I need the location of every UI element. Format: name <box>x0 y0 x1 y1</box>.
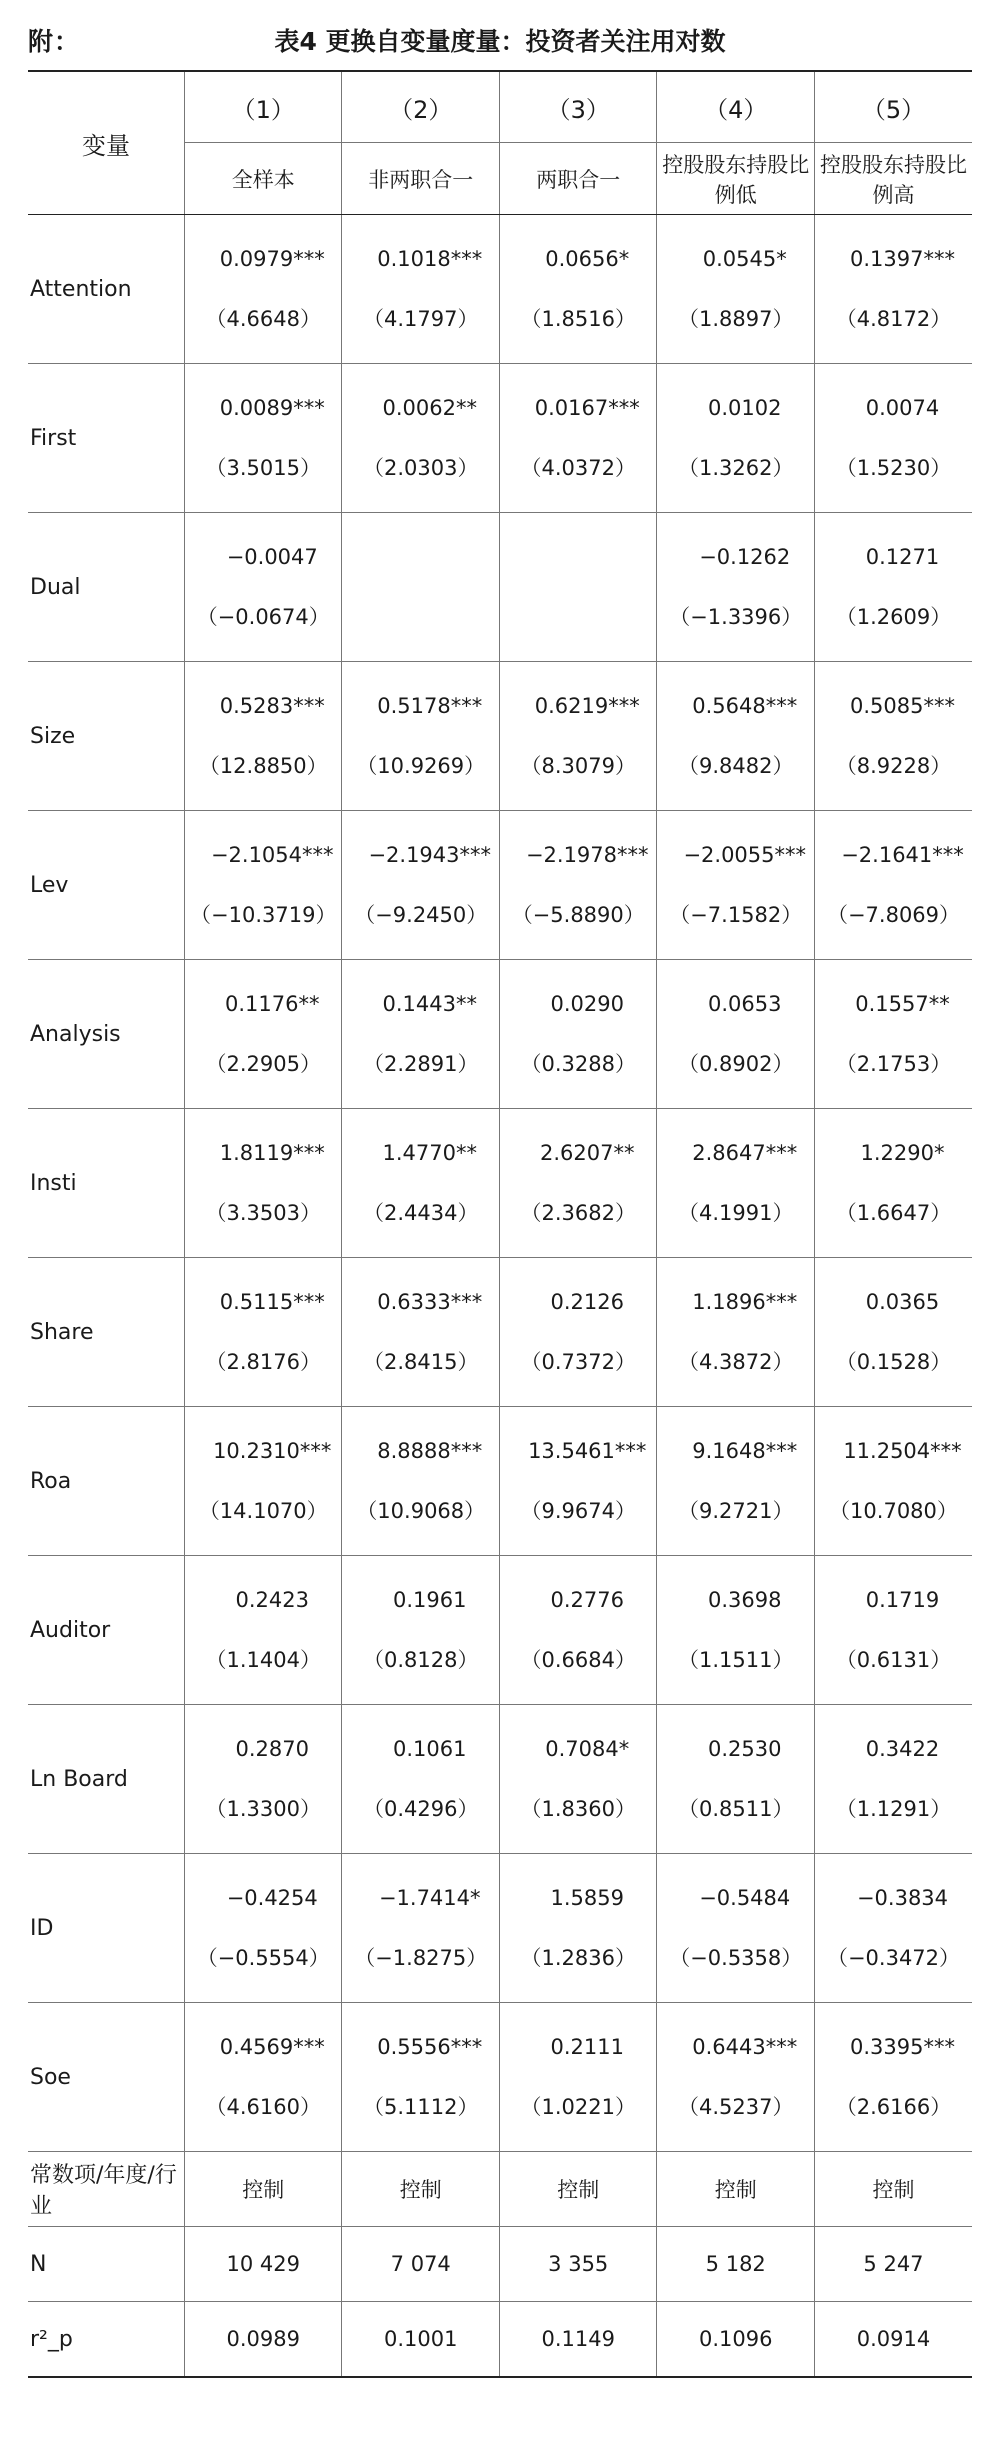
table-cell <box>814 364 972 513</box>
table-cell <box>814 1854 972 2003</box>
t-statistic: （4.5237） <box>677 2095 794 2119</box>
coefficient: 1.8119*** <box>219 1141 325 1165</box>
t-statistic: （4.1991） <box>677 1201 794 1225</box>
table-cell <box>184 811 342 960</box>
table-cell <box>342 364 500 513</box>
t-statistic: （1.2836） <box>520 1946 636 1970</box>
t-statistic: （−0.0674） <box>196 605 330 629</box>
summary-label: 常数项/年度/行业 <box>28 2152 184 2227</box>
coefficient: −2.1978*** <box>525 843 649 867</box>
coefficient: 0.1397*** <box>850 247 955 271</box>
variable-name: ID <box>28 1854 184 2003</box>
summary-cell: 5 182 <box>657 2227 815 2302</box>
variable-name: Analysis <box>28 960 184 1109</box>
table-row <box>28 1556 972 1705</box>
column-name: 两职合一 <box>499 143 657 215</box>
table-row <box>28 1854 972 2003</box>
t-statistic: （12.8850） <box>198 754 328 778</box>
coefficient: −2.1641*** <box>841 843 964 867</box>
table-row <box>28 1407 972 1556</box>
coefficient: 11.2504*** <box>843 1439 962 1463</box>
column-name: 非两职合一 <box>342 143 500 215</box>
t-statistic: （−0.3472） <box>826 1946 961 1970</box>
table-cell <box>184 513 342 662</box>
summary-cell: 控制 <box>814 2152 972 2227</box>
summary-row <box>28 2152 972 2227</box>
table-cell <box>184 215 342 364</box>
table-row <box>28 2003 972 2152</box>
t-statistic: （−9.2450） <box>354 903 488 927</box>
table-cell <box>814 1556 972 1705</box>
coefficient: 9.1648*** <box>692 1439 798 1463</box>
coefficient: −0.0047 <box>226 545 318 569</box>
t-statistic: （8.3079） <box>520 754 636 778</box>
summary-cell: 控制 <box>657 2152 815 2227</box>
t-statistic: （−1.8275） <box>354 1946 488 1970</box>
coefficient: 0.5085*** <box>850 694 955 718</box>
coefficient: 0.5648*** <box>692 694 798 718</box>
t-statistic: （0.8128） <box>362 1648 479 1672</box>
summary-cell: 0.1001 <box>342 2302 500 2378</box>
coefficient: −2.1943*** <box>368 843 492 867</box>
table-cell <box>499 2003 657 2152</box>
coefficient: 0.1271 <box>865 545 940 569</box>
t-statistic: （4.1797） <box>362 307 479 331</box>
table-cell <box>814 513 972 662</box>
coefficient: 0.1176** <box>224 992 320 1016</box>
table-cell <box>499 811 657 960</box>
coefficient: 0.0062** <box>382 396 477 420</box>
table-cell <box>657 1556 815 1705</box>
table-cell <box>657 364 815 513</box>
column-number: （5） <box>814 71 972 143</box>
variable-header: 变量 <box>28 71 184 215</box>
t-statistic: （1.6647） <box>835 1201 952 1225</box>
coefficient: 10.2310*** <box>213 1439 332 1463</box>
summary-cell: 5 247 <box>814 2227 972 2302</box>
coefficient: 13.5461*** <box>528 1439 647 1463</box>
coefficient: 0.0979*** <box>219 247 325 271</box>
table-cell <box>342 960 500 1109</box>
column-number: （2） <box>342 71 500 143</box>
variable-name: Size <box>28 662 184 811</box>
table-cell <box>499 1258 657 1407</box>
t-statistic: （14.1070） <box>198 1499 328 1523</box>
table-title: 表4 更换自变量度量：投资者关注用对数 <box>274 27 726 56</box>
t-statistic: （−1.3396） <box>669 605 803 629</box>
variable-name: Lev <box>28 811 184 960</box>
regression-table <box>28 70 972 2378</box>
coefficient: 0.0089*** <box>219 396 325 420</box>
coefficient: −0.3834 <box>856 1886 949 1910</box>
t-statistic: （10.7080） <box>829 1499 958 1523</box>
table-cell <box>342 1258 500 1407</box>
t-statistic: （0.6131） <box>835 1648 952 1672</box>
column-number: （1） <box>184 71 342 143</box>
table-cell <box>657 215 815 364</box>
coefficient: 2.8647*** <box>692 1141 798 1165</box>
table-row <box>28 811 972 960</box>
t-statistic: （1.8897） <box>677 307 794 331</box>
t-statistic: （2.3682） <box>520 1201 636 1225</box>
coefficient: 0.1961 <box>392 1588 467 1612</box>
t-statistic: （1.1511） <box>677 1648 794 1672</box>
variable-name: Soe <box>28 2003 184 2152</box>
t-statistic: （1.5230） <box>835 456 952 480</box>
summary-label: N <box>28 2227 184 2302</box>
column-name: 控股股东持股比例低 <box>657 143 815 215</box>
t-statistic: （9.2721） <box>677 1499 794 1523</box>
coefficient: 0.6219*** <box>534 694 640 718</box>
coefficient: 0.2423 <box>235 1588 309 1612</box>
table-row <box>28 215 972 364</box>
t-statistic: （5.1112） <box>362 2095 479 2119</box>
coefficient: 0.5556*** <box>377 2035 483 2059</box>
table-cell <box>814 811 972 960</box>
t-statistic: （0.4296） <box>362 1797 479 1821</box>
t-statistic: （4.8172） <box>835 307 952 331</box>
summary-label: r²_p <box>28 2302 184 2378</box>
table-cell <box>342 811 500 960</box>
column-name: 全样本 <box>184 143 342 215</box>
t-statistic: （1.2609） <box>835 605 952 629</box>
table-cell <box>184 1258 342 1407</box>
t-statistic: （−7.8069） <box>826 903 961 927</box>
table-cell <box>657 960 815 1109</box>
t-statistic: （2.4434） <box>362 1201 479 1225</box>
coefficient: 0.1719 <box>865 1588 940 1612</box>
coefficient: −2.1054*** <box>210 843 334 867</box>
coefficient: −0.1262 <box>699 545 791 569</box>
table-body <box>28 215 972 2378</box>
t-statistic: （−0.5358） <box>669 1946 803 1970</box>
table-row <box>28 513 972 662</box>
coefficient: 0.5178*** <box>377 694 483 718</box>
t-statistic: （3.5015） <box>205 456 321 480</box>
header <box>0 0 1000 70</box>
t-statistic: （10.9068） <box>356 1499 486 1523</box>
coefficient <box>500 542 657 572</box>
t-statistic: （−0.5554） <box>196 1946 330 1970</box>
table-row <box>28 1109 972 1258</box>
table-row <box>28 1258 972 1407</box>
table-cell <box>184 1109 342 1258</box>
t-statistic: （0.3288） <box>520 1052 636 1076</box>
t-statistic: （9.8482） <box>677 754 794 778</box>
t-statistic: （1.1291） <box>835 1797 952 1821</box>
coefficient: 0.1018*** <box>377 247 483 271</box>
t-statistic: （0.8902） <box>677 1052 794 1076</box>
coefficient: 0.6443*** <box>692 2035 798 2059</box>
t-statistic: （4.0372） <box>520 456 636 480</box>
table-cell <box>499 662 657 811</box>
summary-cell: 3 355 <box>499 2227 657 2302</box>
t-statistic: （−5.8890） <box>511 903 645 927</box>
t-statistic <box>342 602 499 632</box>
table-cell <box>657 662 815 811</box>
table-cell <box>342 1109 500 1258</box>
table-cell <box>657 1109 815 1258</box>
t-statistic: （2.0303） <box>362 456 479 480</box>
coefficient: 0.0653 <box>707 992 782 1016</box>
table-cell <box>657 1258 815 1407</box>
header-row-numbers <box>28 71 972 143</box>
coefficient: 0.4569*** <box>219 2035 325 2059</box>
variable-name: Attention <box>28 215 184 364</box>
table-cell <box>814 1258 972 1407</box>
table-cell <box>657 1407 815 1556</box>
table-cell <box>657 513 815 662</box>
table-cell <box>814 662 972 811</box>
table-cell <box>499 1556 657 1705</box>
table-cell <box>342 2003 500 2152</box>
summary-cell: 7 074 <box>342 2227 500 2302</box>
coefficient: 8.8888*** <box>377 1439 483 1463</box>
t-statistic: （0.7372） <box>520 1350 636 1374</box>
column-number: （3） <box>499 71 657 143</box>
table-row <box>28 662 972 811</box>
table-row <box>28 364 972 513</box>
t-statistic: （2.2891） <box>362 1052 479 1076</box>
table-cell <box>342 662 500 811</box>
column-number: （4） <box>657 71 815 143</box>
t-statistic <box>500 602 657 632</box>
coefficient: −0.4254 <box>226 1886 318 1910</box>
t-statistic: （1.3262） <box>677 456 794 480</box>
coefficient: 0.2530 <box>707 1737 782 1761</box>
t-statistic: （0.1528） <box>835 1350 952 1374</box>
table-cell <box>184 364 342 513</box>
variable-name: Share <box>28 1258 184 1407</box>
table-cell <box>657 1705 815 1854</box>
summary-cell: 0.1149 <box>499 2302 657 2378</box>
table-cell <box>499 960 657 1109</box>
appendix-label: 附： <box>28 27 81 56</box>
summary-cell: 控制 <box>342 2152 500 2227</box>
table-cell <box>499 1407 657 1556</box>
coefficient: 0.2111 <box>550 2035 624 2059</box>
coefficient: 0.2870 <box>235 1737 309 1761</box>
coefficient: 0.7084* <box>545 1737 630 1761</box>
coefficient: 1.5859 <box>550 1886 624 1910</box>
variable-name: Auditor <box>28 1556 184 1705</box>
t-statistic: （2.2905） <box>205 1052 321 1076</box>
t-statistic: （1.1404） <box>205 1648 321 1672</box>
table-cell <box>814 960 972 1109</box>
t-statistic: （1.8516） <box>520 307 636 331</box>
coefficient: 0.0545* <box>702 247 787 271</box>
table-row <box>28 1705 972 1854</box>
coefficient: 0.2126 <box>550 1290 624 1314</box>
summary-cell: 0.0914 <box>814 2302 972 2378</box>
coefficient: 0.0365 <box>865 1290 940 1314</box>
table-cell <box>499 364 657 513</box>
coefficient: 0.1443** <box>382 992 477 1016</box>
table-cell <box>814 1407 972 1556</box>
coefficient <box>342 542 499 572</box>
coefficient: 0.0102 <box>707 396 782 420</box>
coefficient: 0.0167*** <box>534 396 640 420</box>
t-statistic: （2.6166） <box>835 2095 952 2119</box>
table-cell <box>499 1109 657 1258</box>
table-cell <box>342 1407 500 1556</box>
t-statistic: （8.9228） <box>835 754 952 778</box>
table-cell <box>342 1854 500 2003</box>
t-statistic: （2.8415） <box>362 1350 479 1374</box>
t-statistic: （4.6648） <box>205 307 321 331</box>
coefficient: 0.1557** <box>855 992 950 1016</box>
t-statistic: （0.8511） <box>677 1797 794 1821</box>
table-cell <box>657 2003 815 2152</box>
table-cell <box>184 1705 342 1854</box>
table-cell <box>184 960 342 1109</box>
table-cell <box>184 1556 342 1705</box>
table-cell <box>184 1407 342 1556</box>
summary-cell: 10 429 <box>184 2227 342 2302</box>
coefficient: 0.5115*** <box>219 1290 325 1314</box>
table-cell <box>342 1705 500 1854</box>
variable-name: Roa <box>28 1407 184 1556</box>
coefficient: −1.7414* <box>378 1886 481 1910</box>
coefficient: 2.6207** <box>539 1141 635 1165</box>
table-cell <box>184 1854 342 2003</box>
variable-name: Dual <box>28 513 184 662</box>
summary-cell: 0.1096 <box>657 2302 815 2378</box>
column-name: 控股股东持股比例高 <box>814 143 972 215</box>
summary-row <box>28 2302 972 2378</box>
t-statistic: （1.8360） <box>520 1797 636 1821</box>
t-statistic: （2.8176） <box>205 1350 321 1374</box>
coefficient: −2.0055*** <box>683 843 807 867</box>
coefficient: 0.0290 <box>550 992 624 1016</box>
coefficient: 0.0074 <box>865 396 940 420</box>
t-statistic: （2.1753） <box>835 1052 952 1076</box>
table-cell <box>499 215 657 364</box>
table-cell <box>184 2003 342 2152</box>
t-statistic: （0.6684） <box>520 1648 636 1672</box>
coefficient: 1.4770** <box>382 1141 477 1165</box>
table-cell <box>814 215 972 364</box>
coefficient: 0.5283*** <box>219 694 325 718</box>
table-cell <box>499 1854 657 2003</box>
variable-name: First <box>28 364 184 513</box>
coefficient: 0.1061 <box>392 1737 467 1761</box>
table-cell <box>342 215 500 364</box>
table-cell <box>814 2003 972 2152</box>
table-cell <box>342 513 500 662</box>
coefficient: 0.3422 <box>865 1737 940 1761</box>
coefficient: 1.2290* <box>860 1141 945 1165</box>
variable-name: Ln Board <box>28 1705 184 1854</box>
summary-cell: 控制 <box>499 2152 657 2227</box>
coefficient: −0.5484 <box>699 1886 791 1910</box>
t-statistic: （−7.1582） <box>669 903 803 927</box>
t-statistic: （9.9674） <box>520 1499 636 1523</box>
coefficient: 0.6333*** <box>377 1290 483 1314</box>
table-cell <box>499 1705 657 1854</box>
t-statistic: （−10.3719） <box>190 903 337 927</box>
summary-cell: 0.0989 <box>184 2302 342 2378</box>
table-cell <box>499 513 657 662</box>
table-row <box>28 960 972 1109</box>
t-statistic: （4.3872） <box>677 1350 794 1374</box>
t-statistic: （10.9269） <box>356 754 486 778</box>
summary-cell: 控制 <box>184 2152 342 2227</box>
table-cell <box>657 811 815 960</box>
variable-name: Insti <box>28 1109 184 1258</box>
t-statistic: （3.3503） <box>205 1201 321 1225</box>
coefficient: 0.3395*** <box>850 2035 955 2059</box>
t-statistic: （1.3300） <box>205 1797 321 1821</box>
table-cell <box>814 1705 972 1854</box>
table-cell <box>342 1556 500 1705</box>
t-statistic: （4.6160） <box>205 2095 321 2119</box>
table-cell <box>184 662 342 811</box>
coefficient: 0.3698 <box>707 1588 782 1612</box>
table-cell <box>814 1109 972 1258</box>
coefficient: 0.2776 <box>550 1588 624 1612</box>
coefficient: 1.1896*** <box>692 1290 798 1314</box>
summary-row <box>28 2227 972 2302</box>
table-cell <box>657 1854 815 2003</box>
coefficient: 0.0656* <box>545 247 630 271</box>
t-statistic: （1.0221） <box>520 2095 636 2119</box>
